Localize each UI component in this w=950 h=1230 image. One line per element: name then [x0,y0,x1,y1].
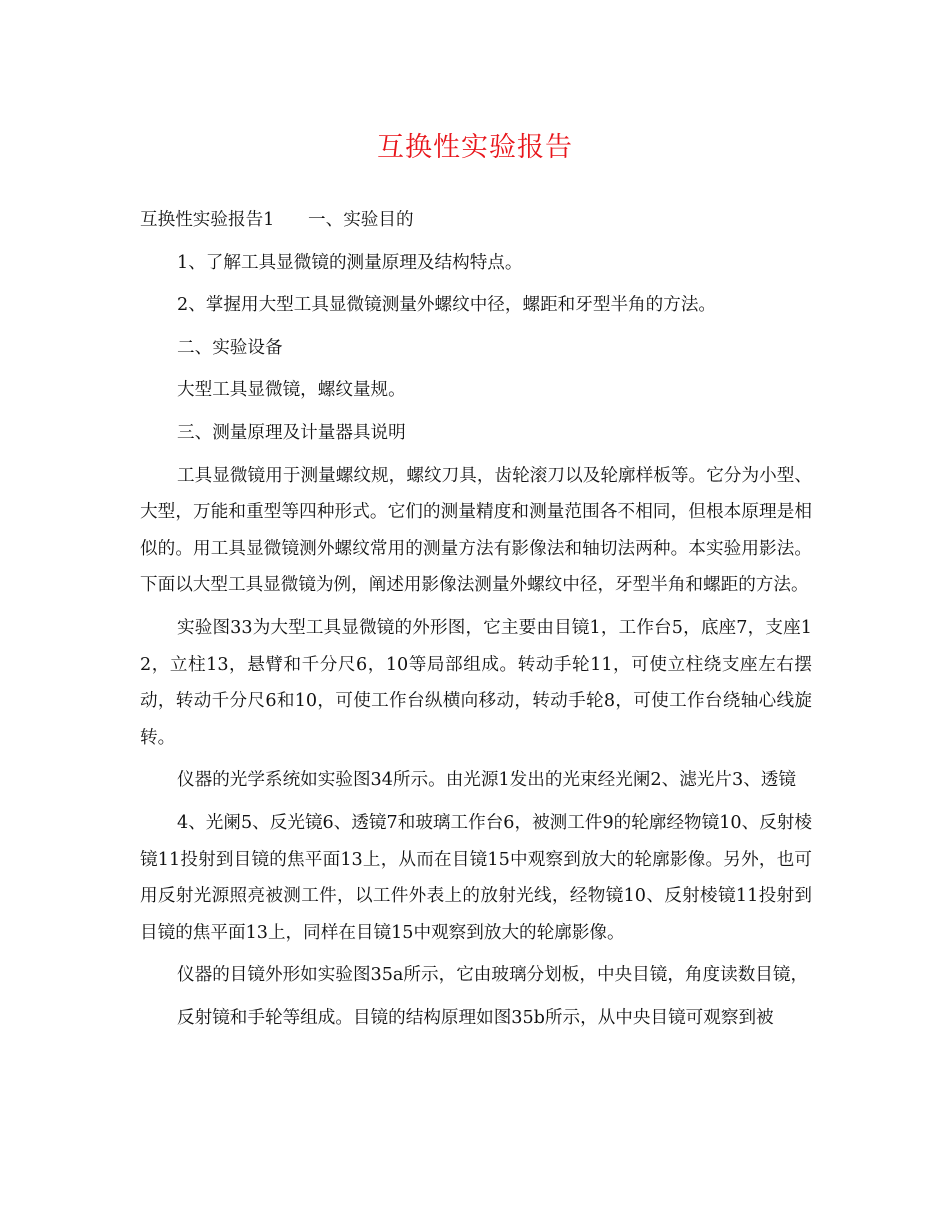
paragraph: 2、掌握用大型工具显微镜测量外螺纹中径，螺距和牙型半角的方法。 [177,295,717,316]
paragraph: 大型工具显微镜，螺纹量规。 [177,380,406,401]
section-heading: 二、实验设备 [177,337,283,358]
paragraph: 1、了解工具显微镜的测量原理及结构特点。 [177,252,523,273]
paragraph: 仪器的目镜外形如实验图35a所示，它由玻璃分划板，中央目镜，角度读数目镜， [177,965,809,986]
section-heading: 三、测量原理及计量器具说明 [177,422,406,443]
paragraph: 仪器的光学系统如实验图34所示。由光源1发出的光束经光阑2、滤光片3、透镜 [177,770,796,791]
lead-right: 一、实验目的 [308,210,414,230]
document-title: 互换性实验报告 [377,132,573,163]
paragraph: 4、光阑5、反光镜6、透镜7和玻璃工作台6，被测工件9的轮廓经物镜10、反射棱镜11投射到目镜的焦平面13上，从而在目镜15中观察到放大的轮廓影像。另外，也可用反射光源照亮被测工件，以工件外表上的放射光线，经物镜10、反射棱镜11投射到目镜的焦平面13上，同样在目镜15中观察到放大的轮廓影像。 [140,812,812,943]
document-body [140,202,812,1042]
paragraph: 实验图33为大型工具显微镜的外形图，它主要由目镜1，工作台5，底座7，支座12，立柱13，悬臂和千分尺6，10等局部组成。转动手轮11，可使立柱绕支座左右摆动，转动千分尺6和10，可使工作台纵横向移动，转动手轮8，可使工作台绕轴心线旋转。 [140,617,812,748]
lead-line [140,202,812,239]
lead-left: 互换性实验报告1 [140,210,275,230]
paragraph: 反射镜和手轮等组成。目镜的结构原理如图35b所示，从中央目镜可观察到被 [177,1007,774,1028]
paragraph: 工具显微镜用于测量螺纹规，螺纹刀具，齿轮滚刀以及轮廓样板等。它分为小型、大型，万能和重型等四种形式。它们的测量精度和测量范围各不相同，但根本原理是相似的。用工具显微镜测外螺纹常用的测量方法有影像法和轴切法两种。本实验用影法。下面以大型工具显微镜为例，阐述用影像法测量外螺纹中径，牙型半角和螺距的方法。 [140,465,812,596]
